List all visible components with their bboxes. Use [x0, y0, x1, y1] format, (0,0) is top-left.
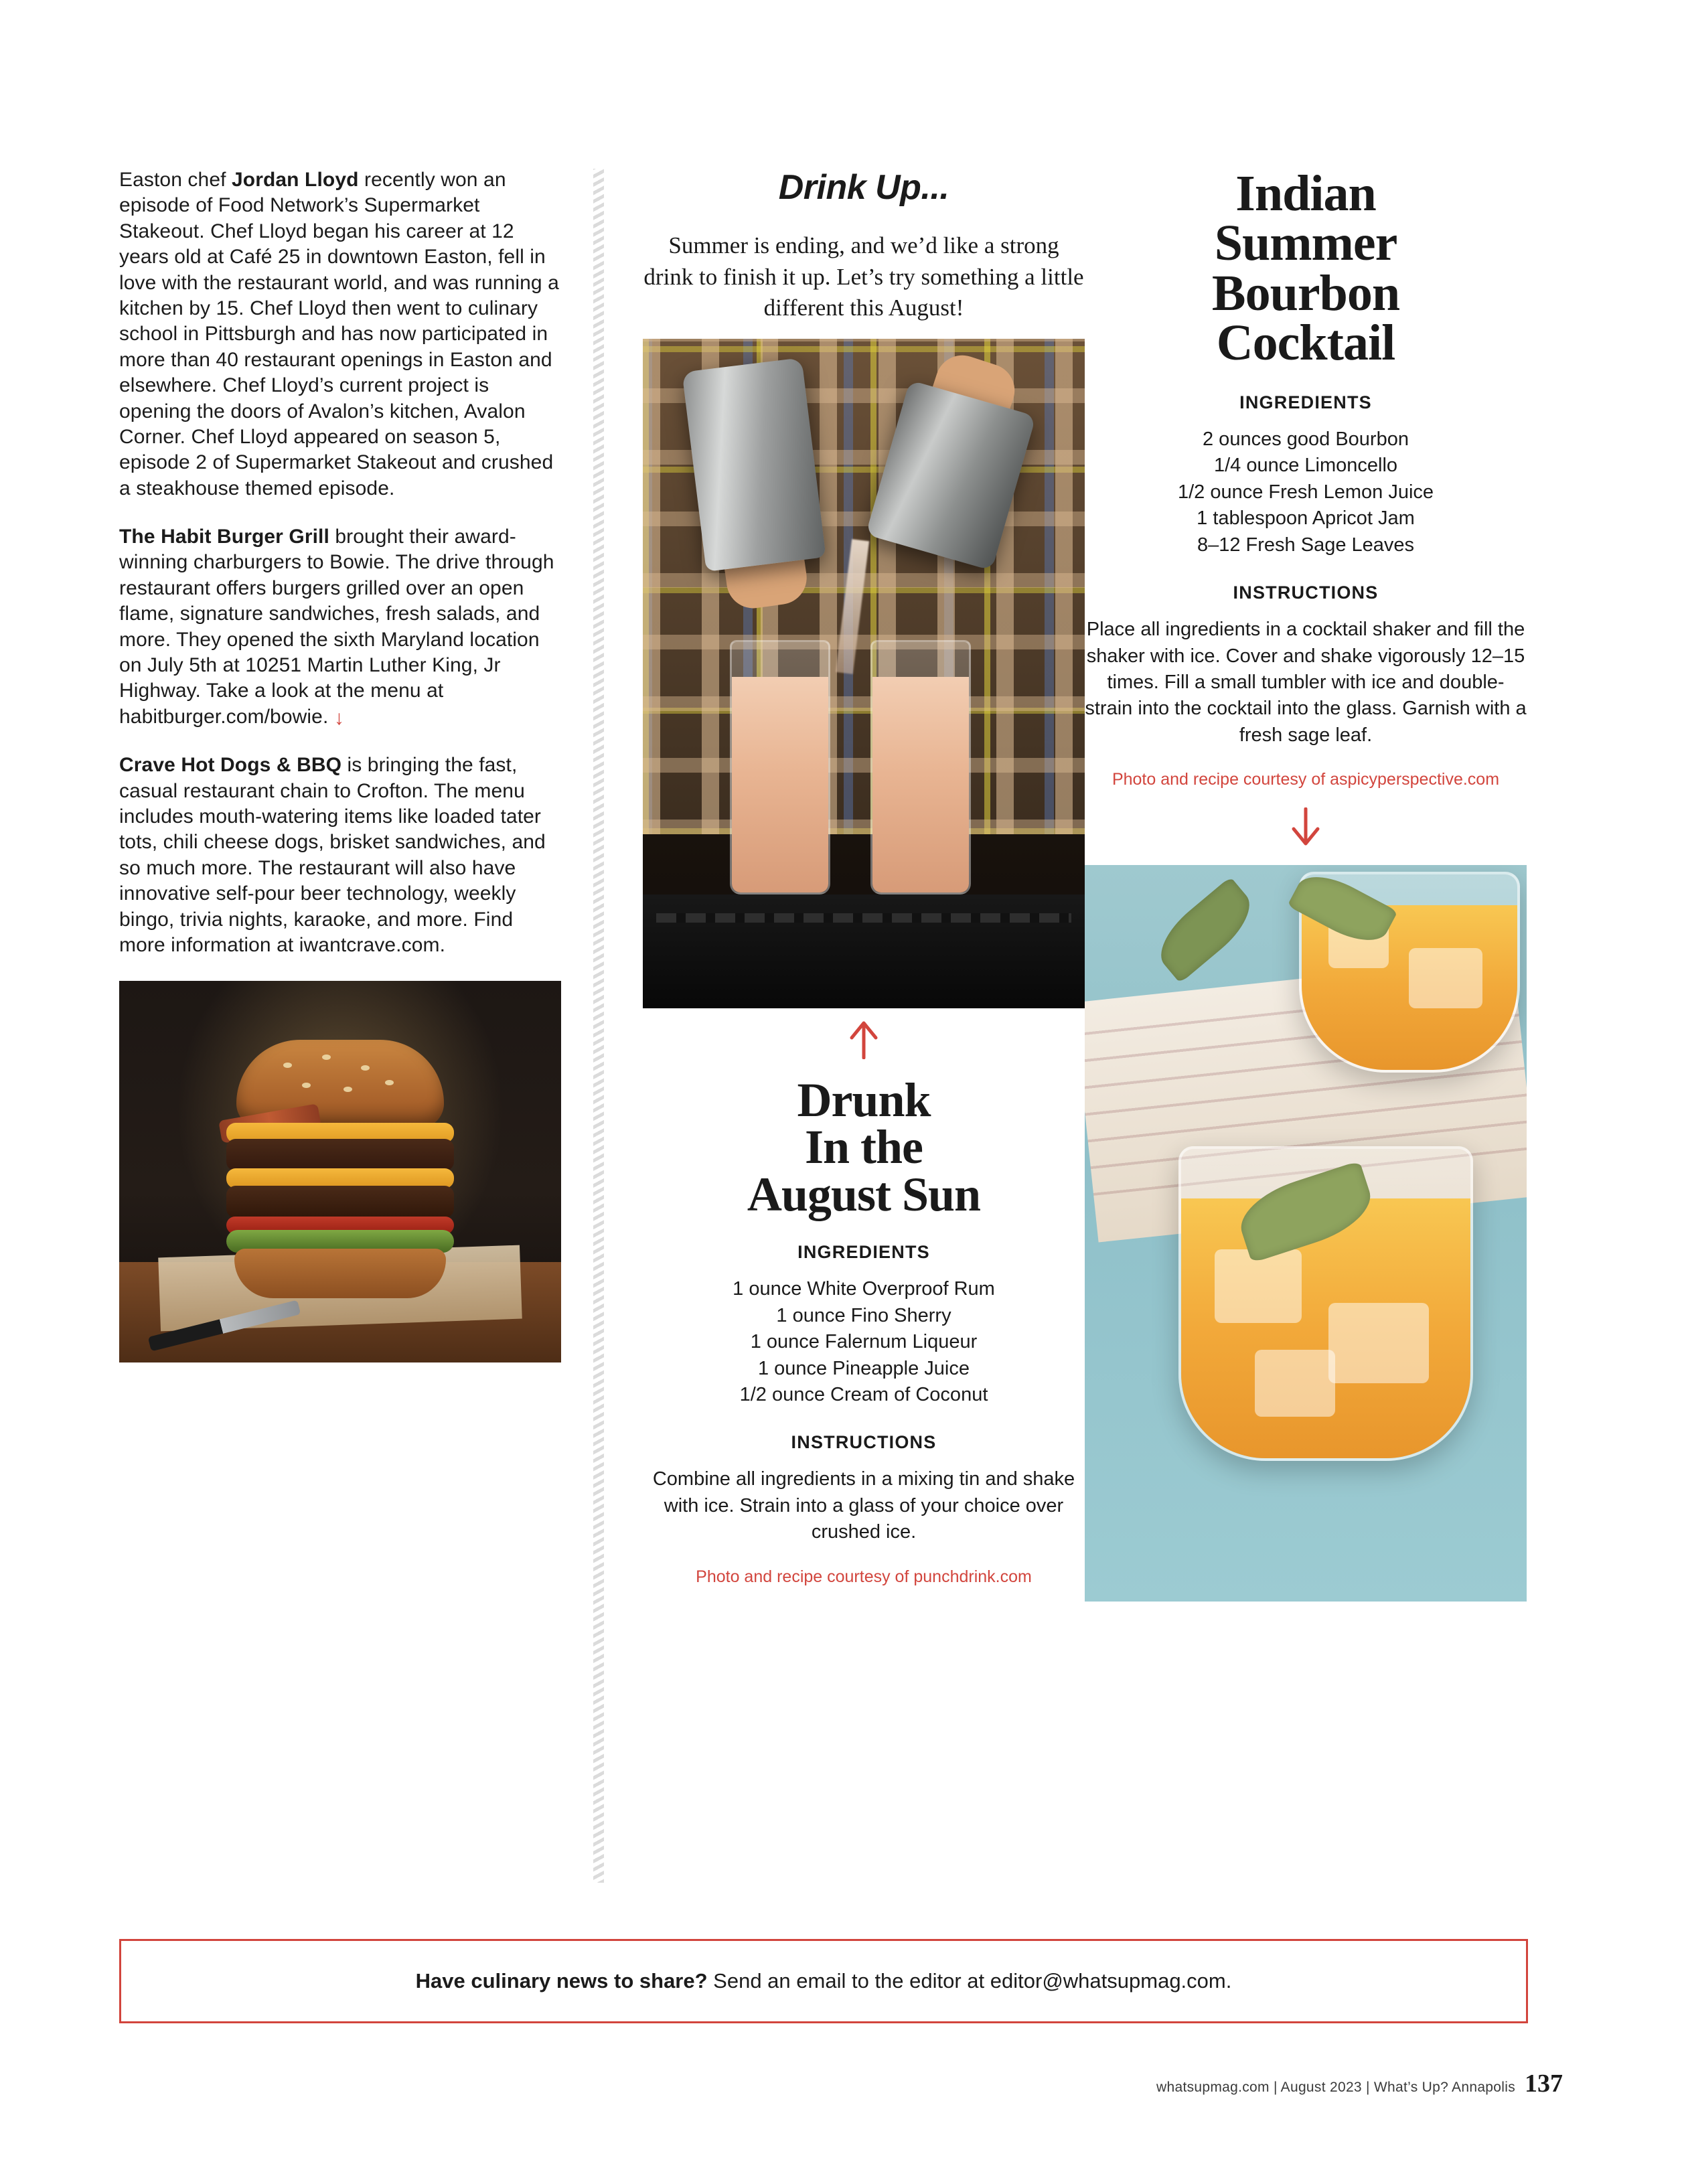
paragraph-body: is bringing the fast, casual restaurant chain to Crofton. The menu includes mouth-watering items like loaded tater tots, chili cheese dogs, brisket sandwiches, and so much more. The restaurant will also have innovative self-pour beer technology, weekly bingo, trivia nights, karaoke, and more. Find more information at iwantcrave.com. [119, 754, 546, 956]
paragraph-crave-hot-dogs [119, 753, 561, 958]
middle-column [643, 167, 1085, 1604]
ingredients-label: INGREDIENTS [1239, 392, 1372, 412]
instructions-label: INSTRUCTIONS [1233, 582, 1379, 603]
paragraph-jordan-lloyd [119, 167, 561, 501]
burger-photo [119, 981, 561, 1362]
recipe-title-line: Indian [1235, 165, 1376, 222]
paragraph-body: recently won an episode of Food Network’s Supermarket Stakeout. Chef Lloyd began his career at 12 years old at Café 25 in downtown Easton, fell in love with the restaurant world, and was running a kitchen by 15. Chef Lloyd then went to culinary school in Pittsburgh and has now participated in more than 40 restaurant openings in Easton and elsewhere. Chef Lloyd’s current project is opening the doors of Avalon’s kitchen, Avalon Corner. Chef Lloyd appeared on season 5, episode 2 of Supermarket Stakeout and crushed a steakhouse themed episode. [119, 169, 559, 499]
ingredient-item: 1/4 ounce Limoncello [1213, 455, 1398, 477]
recipe-title-line: Summer [1214, 215, 1397, 272]
bun-bottom [234, 1249, 446, 1298]
down-arrow-icon: ↓ [333, 706, 344, 729]
ingredient-item: 1/2 ounce Cream of Coconut [739, 1384, 988, 1406]
highball-glass [870, 640, 971, 894]
section-deck: Summer is ending, and we’d like a strong drink to finish it up. Let’s try something a little different this August! [643, 232, 1084, 321]
callout-prompt-rest: Send an email to the editor at editor@whatsupmag.com. [707, 1969, 1232, 1993]
instructions-label: INSTRUCTIONS [791, 1432, 937, 1453]
recipe-title-line: Cocktail [1216, 315, 1395, 372]
culinary-news-callout [119, 1939, 1528, 2023]
recipe-title-indian-summer-bourbon-cocktail [1085, 165, 1527, 372]
ingredient-item: 1 ounce Falernum Liqueur [750, 1331, 978, 1353]
bourbon-cocktail-photo [1085, 865, 1527, 1602]
bar-mat [643, 894, 1085, 1008]
beef-patty [226, 1186, 454, 1218]
highball-glass [730, 640, 830, 894]
section-title-drink-up: Drink Up... [778, 168, 949, 207]
ingredient-item: 1 ounce Pineapple Juice [757, 1357, 970, 1379]
recipe-title-line: August Sun [747, 1167, 981, 1221]
page-number: 137 [1525, 2070, 1563, 2098]
cocktail-shaker [682, 358, 826, 572]
photo-recipe-credit: Photo and recipe courtesy of aspicyperspective.com [1112, 770, 1500, 789]
recipe-title-line: In the [804, 1120, 923, 1174]
paragraph-bold-lead: Jordan Lloyd [231, 169, 359, 191]
callout-text [416, 1969, 1232, 1993]
paragraph-lead-in: Easton chef [119, 169, 232, 191]
recipe-title-line: Drunk [797, 1073, 931, 1127]
ingredient-item: 8–12 Fresh Sage Leaves [1197, 534, 1415, 556]
beef-patty [226, 1139, 454, 1171]
ingredient-item: 2 ounces good Bourbon [1203, 428, 1409, 450]
instructions-text: Combine all ingredients in a mixing tin and shake with ice. Strain into a glass of your choice over crushed ice. [652, 1468, 1075, 1543]
callout-prompt-bold: Have culinary news to share? [415, 1969, 708, 1993]
up-arrow-icon [846, 1019, 881, 1059]
footer-meta: whatsupmag.com | August 2023 | What’s Up? Annapolis [1156, 2080, 1515, 2095]
bartender-photo [643, 339, 1085, 1008]
instructions-text: Place all ingredients in a cocktail shaker and fill the shaker with ice. Cover and shake vigorously 12–15 times. Fill a small tumbler with ice and double-strain into the cocktail into the glass. Garnish with a fresh sage leaf. [1085, 619, 1527, 746]
paragraph-body: brought their award-winning charburgers to Bowie. The drive through restaurant offers burgers grilled over an open flame, signature sandwiches, fresh salads, and more. They opened the sixth Maryland location on July 5th at 10251 Martin Luther King, Jr Highway. Take a look at the menu at habitburger.com/bowie. [119, 526, 554, 728]
right-column [1085, 167, 1527, 1602]
recipe-title-drunk-in-the-august-sun [643, 1073, 1085, 1221]
ingredient-item: 1 tablespoon Apricot Jam [1197, 508, 1415, 530]
column-divider-rule [593, 169, 604, 1883]
page-footer [1156, 2069, 1563, 2098]
left-column [119, 167, 561, 1362]
ingredient-item: 1/2 ounce Fresh Lemon Juice [1177, 481, 1434, 503]
ingredients-label: INGREDIENTS [797, 1242, 930, 1263]
down-arrow-icon [1288, 807, 1323, 848]
photo-recipe-credit: Photo and recipe courtesy of punchdrink.com [696, 1567, 1032, 1586]
paragraph-habit-burger [119, 524, 561, 730]
paragraph-bold-lead: Crave Hot Dogs & BBQ [119, 754, 342, 777]
paragraph-bold-lead: The Habit Burger Grill [119, 526, 329, 548]
sage-leaf [1148, 876, 1262, 984]
ingredient-item: 1 ounce Fino Sherry [776, 1304, 951, 1326]
recipe-title-line: Bourbon [1211, 264, 1400, 321]
ingredient-item: 1 ounce White Overproof Rum [733, 1278, 995, 1300]
